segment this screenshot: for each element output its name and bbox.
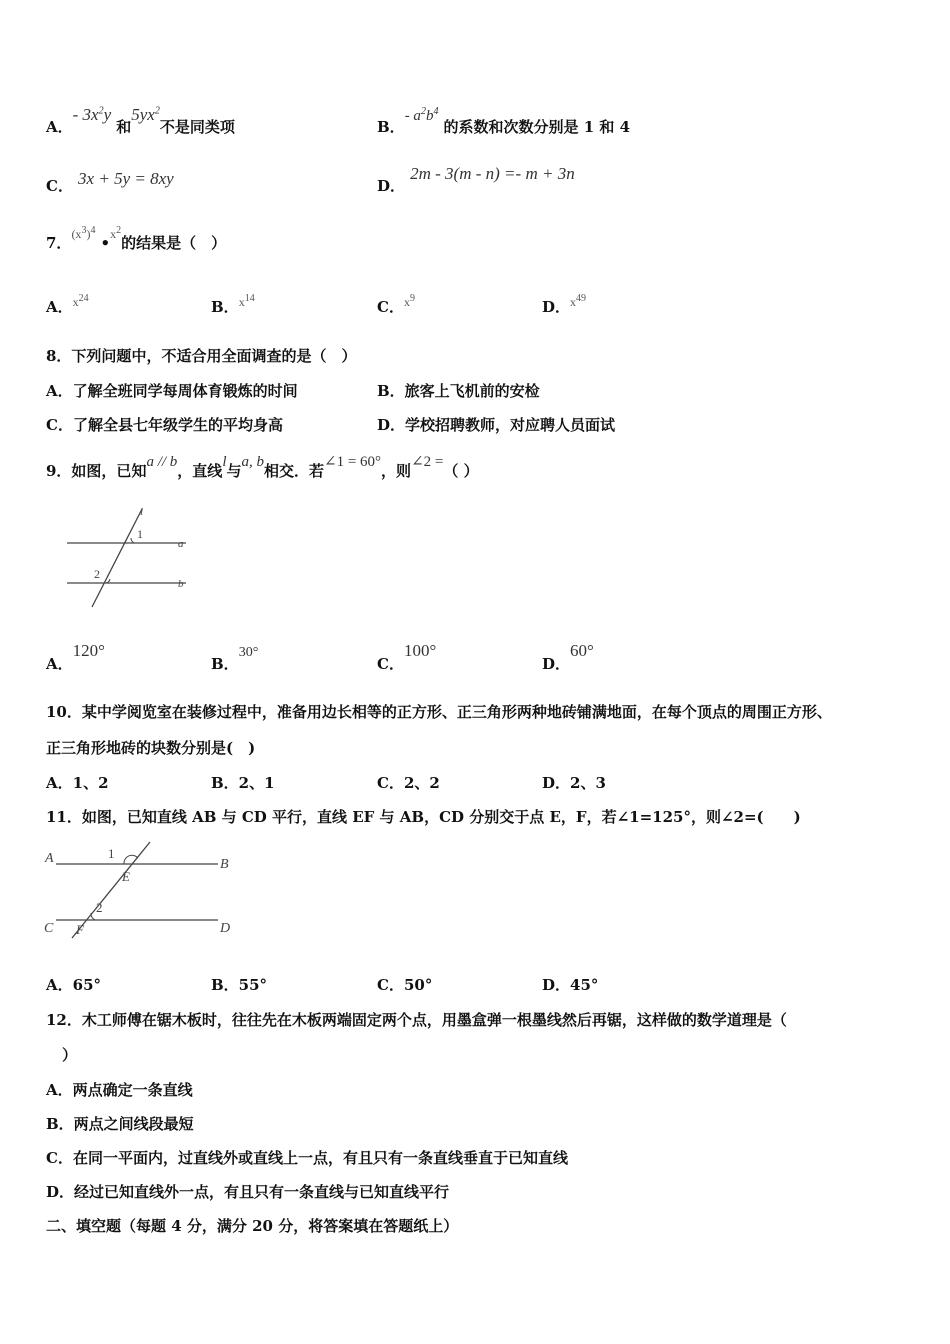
- q10-option-a[interactable]: A．1、2: [46, 774, 109, 792]
- q10-stem-line1: 10．某中学阅览室在装修过程中，准备用边长相等的正方形、正三角形两种地砖铺满地面，在每个顶点的周围正方形、: [46, 703, 832, 721]
- q9-option-b[interactable]: B．30°: [211, 645, 259, 673]
- q9-stem: 9．如图，已知a // b，直线l与a, b相交．若∠1 = 60°，则∠2 =（ ）: [46, 454, 479, 480]
- q12-stem-line1: 12．木工师傅在锯木板时，往往先在木板两端固定两个点，用墨盒弹一根墨线然后再锯，这样做的数学道理是（: [46, 1011, 787, 1029]
- q9-angle-1-arc: [131, 538, 134, 543]
- q11-option-b[interactable]: B．55°: [211, 976, 268, 994]
- q11-label-b: B: [220, 857, 229, 872]
- q10-option-c[interactable]: C．2、2: [377, 774, 440, 792]
- q12-option-b[interactable]: B．两点之间线段最短: [46, 1115, 194, 1133]
- q11-option-c[interactable]: C．50°: [377, 976, 433, 994]
- q7-option-c[interactable]: C．$x^9$: [377, 293, 415, 316]
- q7-option-a[interactable]: A．$x^{24}$: [46, 293, 89, 316]
- q11-label-e: E: [122, 869, 130, 884]
- q6-a-expr2: $5yx^2$: [131, 105, 160, 124]
- q9-label-b: b: [178, 578, 184, 590]
- q9-label-1: 1: [137, 527, 143, 541]
- q6-option-d[interactable]: D． 2m - 3(m - n) =- m + 3n: [377, 164, 575, 195]
- q9-label-a: a: [178, 538, 184, 550]
- q8-option-c[interactable]: C．了解全县七年级学生的平均身高: [46, 416, 283, 434]
- q7-stem: 7．$^{(x^3)^4}$ •$^{x^2}$的结果是（ ）: [46, 225, 227, 252]
- q10-option-d[interactable]: D．2、3: [542, 774, 606, 792]
- q9-figure: [60, 505, 200, 610]
- q7-expr: (x3)4: [71, 225, 96, 241]
- q6-option-b[interactable]: B．- $a^2b^4$ 的系数和次数分别是 1 和 4: [377, 106, 631, 136]
- q11-label-d: D: [220, 921, 231, 936]
- q11-stem: 11．如图，已知直线 AB 与 CD 平行，直线 EF 与 AB，CD 分别交于点 E，F，若∠1=125°，则∠2=( ): [46, 808, 801, 826]
- q6-option-a[interactable]: A．- $3x^2y$ 和$5yx^2$不是同类项: [46, 105, 235, 136]
- q8-stem: 8．下列问题中，不适合用全面调查的是（ ）: [46, 347, 357, 365]
- q7-option-b[interactable]: B．$x^{14}$: [211, 293, 255, 316]
- q12-option-c[interactable]: C．在同一平面内，过直线外或直线上一点，有且只有一条直线垂直于已知直线: [46, 1149, 568, 1167]
- section-heading-fill-in: 二、填空题（每题 4 分，满分 20 分，将答案填在答题纸上）: [46, 1217, 459, 1235]
- q10-stem-line2: 正三角形地砖的块数分别是( ): [46, 739, 256, 757]
- q8-option-a[interactable]: A．了解全班同学每周体育锻炼的时间: [46, 382, 298, 400]
- q11-figure: [40, 840, 240, 940]
- q11-label-c: C: [44, 921, 54, 936]
- q9-label-2: 2: [94, 567, 100, 581]
- q12-stem-line2: ）: [62, 1046, 78, 1064]
- q12-option-a[interactable]: A．两点确定一条直线: [46, 1081, 193, 1099]
- q9-label-l: l: [140, 506, 144, 518]
- q11-label-1: 1: [108, 846, 115, 861]
- q8-option-b[interactable]: B．旅客上飞机前的安检: [377, 382, 540, 400]
- q9-option-a[interactable]: A．120°: [46, 641, 105, 673]
- q6-option-c[interactable]: C． 3x + 5y = 8xy: [46, 169, 174, 195]
- q9-option-c[interactable]: C．100°: [377, 641, 437, 673]
- q11-option-d[interactable]: D．45°: [542, 976, 599, 994]
- q11-label-a: A: [45, 851, 54, 866]
- q7-option-d[interactable]: D．$x^{49}$: [542, 293, 587, 316]
- q11-label-2: 2: [96, 900, 103, 915]
- q10-option-b[interactable]: B．2、1: [211, 774, 275, 792]
- q12-option-d[interactable]: D．经过已知直线外一点，有且只有一条直线与已知直线平行: [46, 1183, 450, 1201]
- q11-option-a[interactable]: A．65°: [46, 976, 102, 994]
- q11-label-f: F: [76, 922, 84, 937]
- q6-b-expr: - $a^2b^4$: [404, 106, 439, 124]
- q6-a-expr1: - $3x^2y$: [72, 105, 112, 124]
- q9-option-d[interactable]: D．60°: [542, 641, 594, 673]
- q9-line-l: [92, 509, 142, 607]
- q8-option-d[interactable]: D．学校招聘教师，对应聘人员面试: [377, 416, 616, 434]
